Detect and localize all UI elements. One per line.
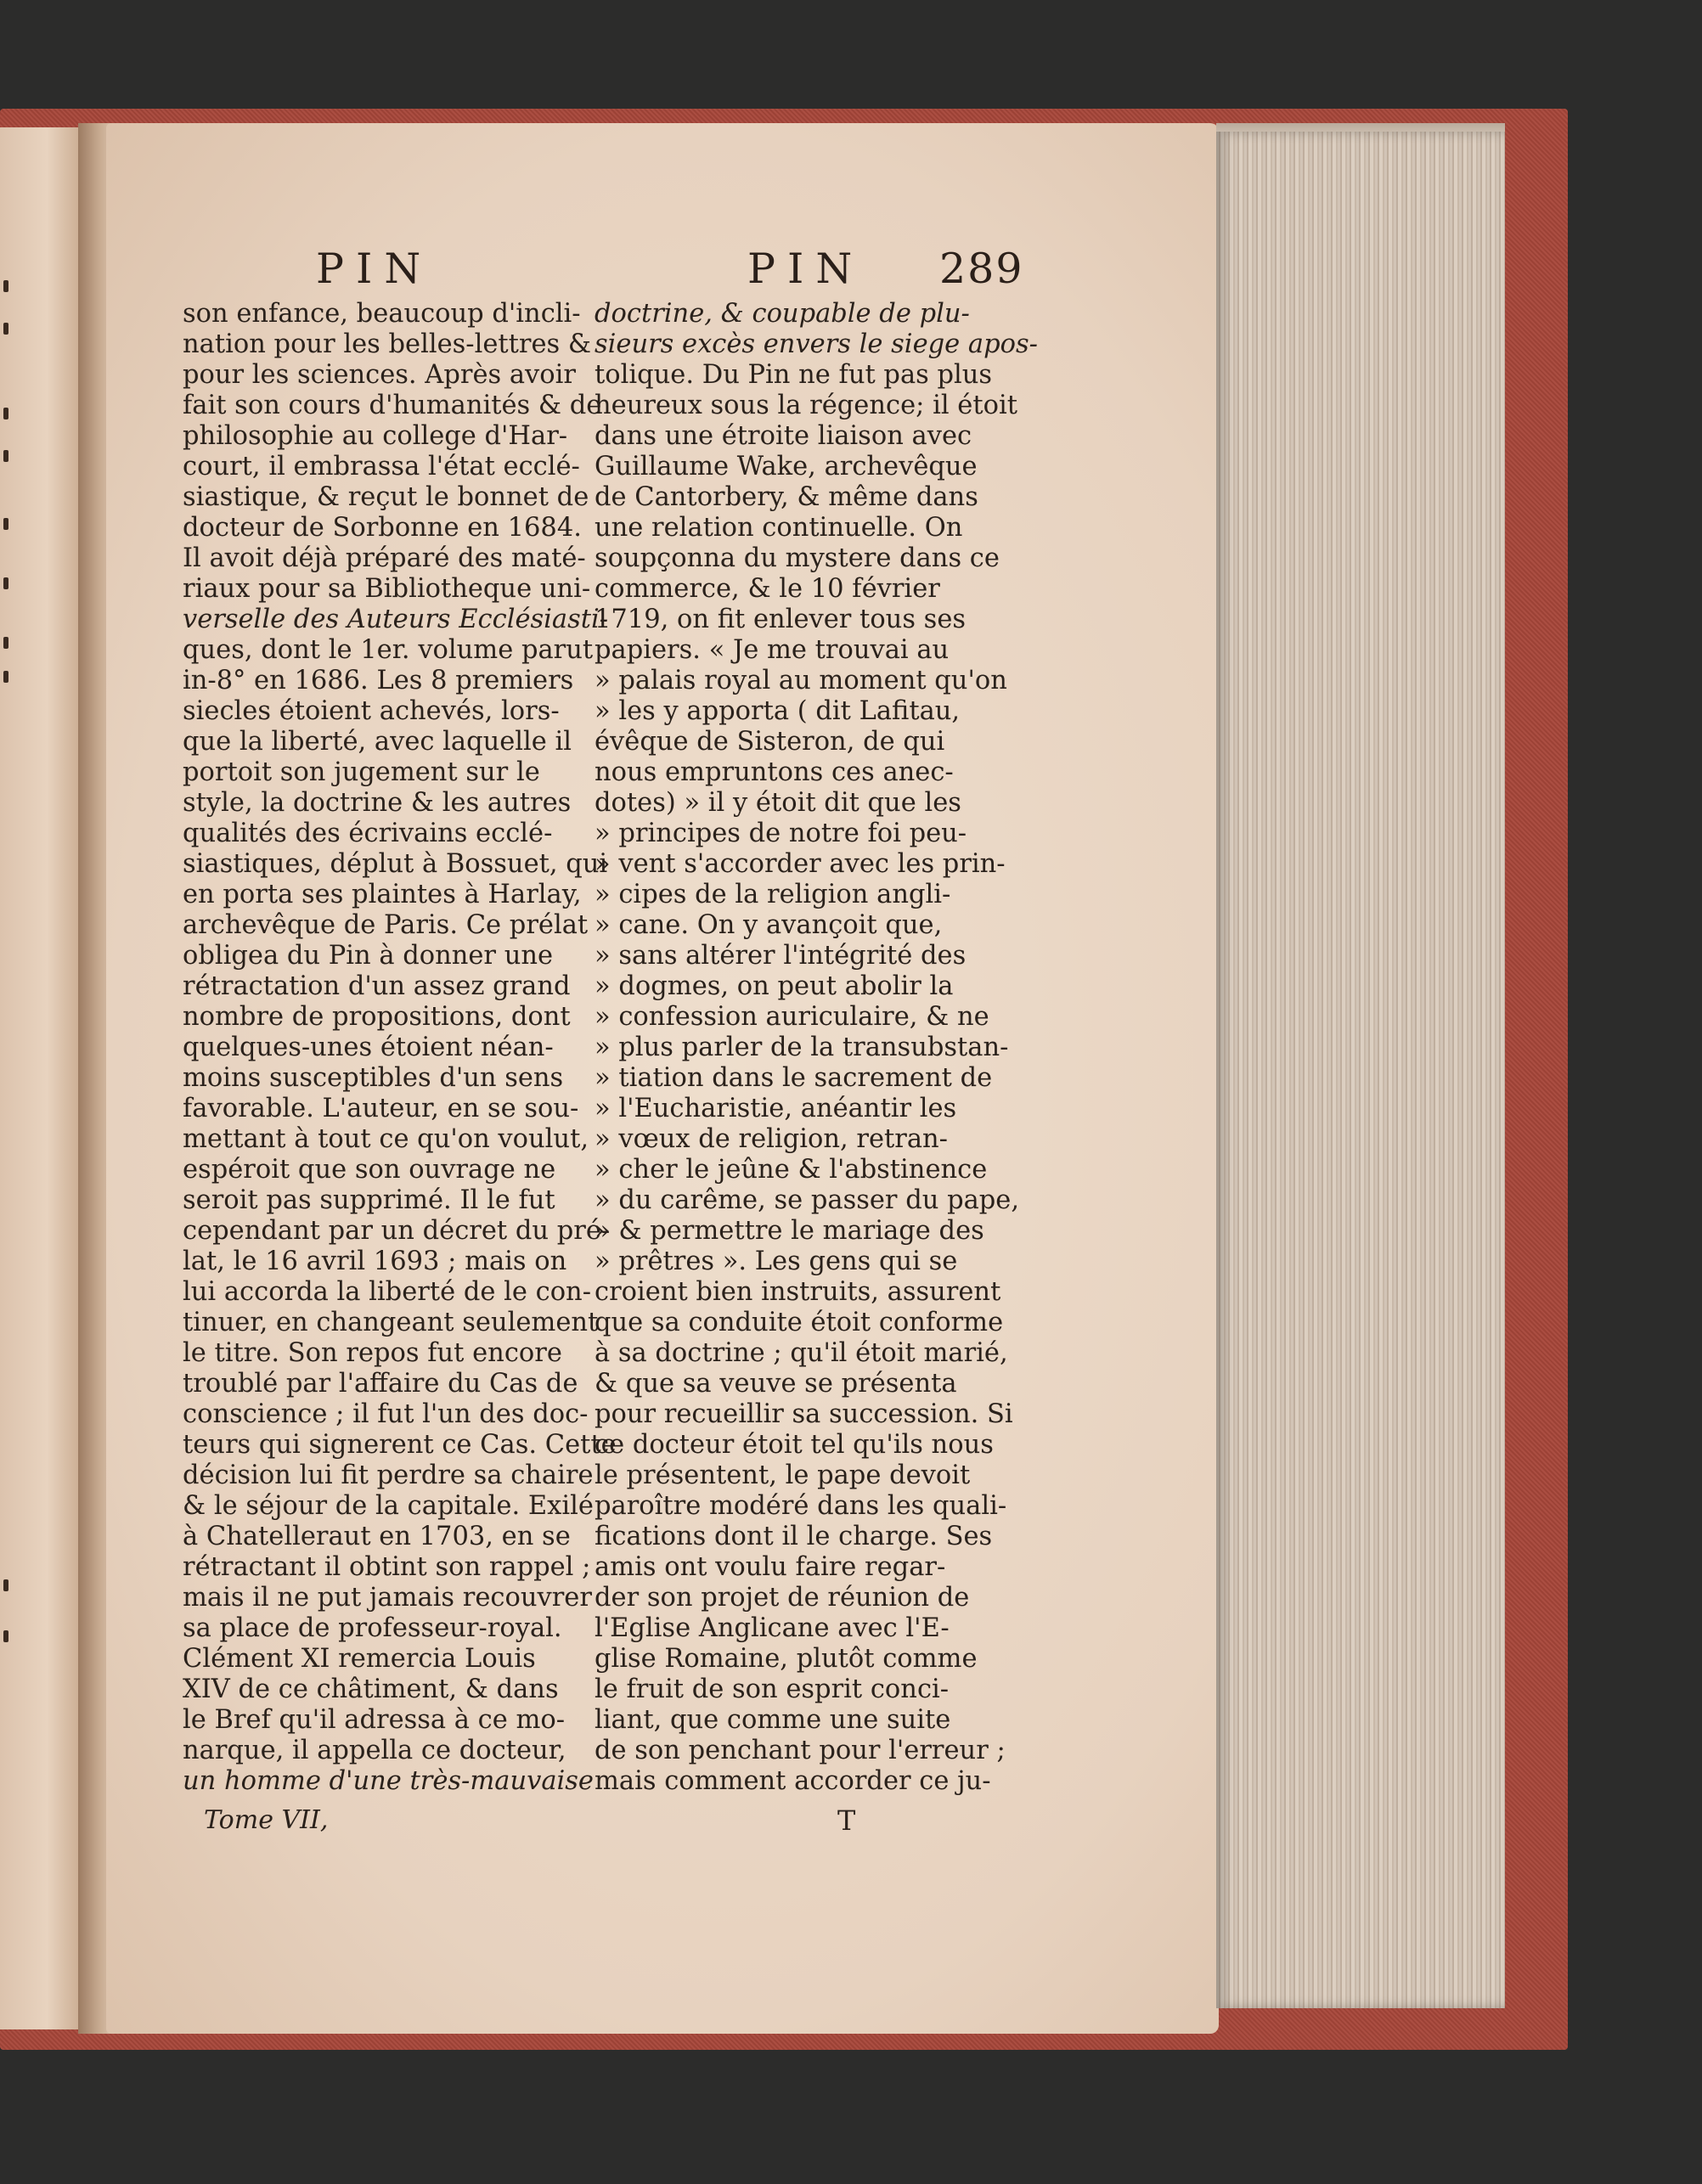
text-line: à Chatelleraut en 1703, en se bbox=[183, 1522, 571, 1551]
text-line: rétractation d'un assez grand bbox=[183, 971, 571, 1001]
text-line: nombre de propositions, dont bbox=[183, 1002, 571, 1032]
text-line: rétractant il obtint son rappel ; bbox=[183, 1552, 591, 1582]
text-line: style, la doctrine & les autres bbox=[183, 788, 572, 818]
text-line: amis ont voulu faire regar- bbox=[595, 1552, 946, 1582]
text-line: de son penchant pour l'erreur ; bbox=[595, 1736, 1006, 1765]
text-line: fait son cours d'humanités & de bbox=[183, 391, 602, 420]
text-line: » palais royal au moment qu'on bbox=[595, 666, 1007, 695]
text-line: mais comment accorder ce ju- bbox=[595, 1766, 991, 1796]
text-line: docteur de Sorbonne en 1684. bbox=[183, 513, 582, 543]
text-line: » plus parler de la transubstan- bbox=[595, 1033, 1009, 1062]
text-line: lui accorda la liberté de le con- bbox=[183, 1277, 592, 1307]
text-line: & le séjour de la capitale. Exilé bbox=[183, 1491, 594, 1521]
text-line: soupçonna du mystere dans ce bbox=[595, 543, 1000, 573]
text-line: » prêtres ». Les gens qui se bbox=[595, 1247, 958, 1276]
text-line: évêque de Sisteron, de qui bbox=[595, 727, 945, 757]
text-line: verselle des Auteurs Ecclésiasti- bbox=[183, 605, 609, 634]
text-line: seroit pas supprimé. Il le fut bbox=[183, 1185, 555, 1215]
text-line: in-8° en 1686. Les 8 premiers bbox=[183, 666, 574, 695]
text-line: que sa conduite étoit conforme bbox=[595, 1308, 1004, 1337]
text-line: paroître modéré dans les quali- bbox=[595, 1491, 1007, 1521]
text-line: à sa doctrine ; qu'il étoit marié, bbox=[595, 1338, 1008, 1368]
text-line: » dogmes, on peut abolir la bbox=[595, 971, 954, 1001]
text-line: ques, dont le 1er. volume parut bbox=[183, 635, 594, 665]
text-line: que la liberté, avec laquelle il bbox=[183, 727, 572, 757]
running-head-right: PIN bbox=[747, 245, 865, 293]
text-line: dotes) » il y étoit dit que les bbox=[595, 788, 961, 818]
text-line: mettant à tout ce qu'on voulut, bbox=[183, 1124, 589, 1154]
text-line: » & permettre le mariage des bbox=[595, 1216, 984, 1246]
text-line: de Cantorbery, & même dans bbox=[595, 482, 978, 512]
text-line: papiers. « Je me trouvai au bbox=[595, 635, 950, 665]
text-line: mais il ne put jamais recouvrer bbox=[183, 1583, 592, 1613]
page-number: 289 bbox=[939, 245, 1024, 293]
text-line: cependant par un décret du pré- bbox=[183, 1216, 611, 1246]
text-line: tolique. Du Pin ne fut pas plus bbox=[595, 360, 993, 390]
text-line: » cher le jeûne & l'abstinence bbox=[595, 1155, 988, 1185]
text-line: Il avoit déjà préparé des maté- bbox=[183, 543, 586, 573]
text-line: siastique, & reçut le bonnet de bbox=[183, 482, 589, 512]
text-line: le présentent, le pape devoit bbox=[595, 1461, 971, 1490]
text-line: le fruit de son esprit conci- bbox=[595, 1675, 950, 1704]
text-line: heureux sous la régence; il étoit bbox=[595, 391, 1017, 420]
text-line: siecles étoient achevés, lors- bbox=[183, 696, 560, 726]
text-line: » vœux de religion, retran- bbox=[595, 1124, 948, 1154]
text-line: doctrine, & coupable de plu- bbox=[595, 299, 970, 329]
text-line: l'Eglise Anglicane avec l'E- bbox=[595, 1613, 950, 1643]
text-column-right bbox=[595, 299, 1038, 1797]
text-line: un homme d'une très-mauvaise bbox=[183, 1766, 594, 1796]
text-line: » vent s'accorder avec les prin- bbox=[595, 849, 1006, 879]
text-line: conscience ; il fut l'un des doc- bbox=[183, 1399, 589, 1429]
text-line: » tiation dans le sacrement de bbox=[595, 1063, 993, 1093]
text-line: » les y apporta ( dit Lafitau, bbox=[595, 696, 961, 726]
signature-mark: T bbox=[837, 1804, 856, 1837]
text-line: une relation continuelle. On bbox=[595, 513, 963, 543]
left-page-edge bbox=[0, 127, 78, 2029]
text-line: riaux pour sa Bibliotheque uni- bbox=[183, 574, 591, 604]
text-line: en porta ses plaintes à Harlay, bbox=[183, 880, 582, 909]
text-line: pour recueillir sa succession. Si bbox=[595, 1399, 1013, 1429]
text-line: quelques-unes étoient néan- bbox=[183, 1033, 554, 1062]
text-line: » confession auriculaire, & ne bbox=[595, 1002, 989, 1032]
volume-footer: Tome VII, bbox=[204, 1805, 329, 1835]
text-line: le Bref qu'il adressa à ce mo- bbox=[183, 1705, 566, 1735]
left-page-text-fragments bbox=[3, 127, 20, 2029]
text-line: sieurs excès envers le siege apos- bbox=[595, 329, 1038, 359]
text-line: croient bien instruits, assurent bbox=[595, 1277, 1001, 1307]
text-line: & que sa veuve se présenta bbox=[595, 1369, 957, 1399]
text-line: teurs qui signerent ce Cas. Cette bbox=[183, 1430, 617, 1460]
text-line: Clément XI remercia Louis bbox=[183, 1644, 536, 1674]
text-line: siastiques, déplut à Bossuet, qui bbox=[183, 849, 608, 879]
text-line: favorable. L'auteur, en se sou- bbox=[183, 1094, 579, 1123]
text-line: troublé par l'affaire du Cas de bbox=[183, 1369, 578, 1399]
text-line: court, il embrassa l'état ecclé- bbox=[183, 452, 580, 481]
text-line: archevêque de Paris. Ce prélat bbox=[183, 910, 589, 940]
text-line: le titre. Son repos fut encore bbox=[183, 1338, 562, 1368]
text-line: dans une étroite liaison avec bbox=[595, 421, 972, 451]
text-line: son enfance, beaucoup d'incli- bbox=[183, 299, 581, 329]
text-line: nation pour les belles-lettres & bbox=[183, 329, 592, 359]
text-line: décision lui fit perdre sa chaire bbox=[183, 1461, 594, 1490]
text-line: der son projet de réunion de bbox=[595, 1583, 970, 1613]
text-line: obligea du Pin à donner une bbox=[183, 941, 554, 971]
text-line: » du carême, se passer du pape, bbox=[595, 1185, 1020, 1215]
text-line: ce docteur étoit tel qu'ils nous bbox=[595, 1430, 994, 1460]
text-line: » principes de notre foi peu- bbox=[595, 819, 967, 848]
page-block-edges bbox=[1216, 132, 1505, 2008]
text-line: XIV de ce châtiment, & dans bbox=[183, 1675, 559, 1704]
text-line: lat, le 16 avril 1693 ; mais on bbox=[183, 1247, 567, 1276]
text-line: » sans altérer l'intégrité des bbox=[595, 941, 967, 971]
running-head-left: PIN bbox=[316, 245, 433, 293]
text-line: pour les sciences. Après avoir bbox=[183, 360, 576, 390]
text-line: espéroit que son ouvrage ne bbox=[183, 1155, 556, 1185]
text-line: glise Romaine, plutôt comme bbox=[595, 1644, 978, 1674]
text-line: commerce, & le 10 février bbox=[595, 574, 940, 604]
text-line: Guillaume Wake, archevêque bbox=[595, 452, 978, 481]
text-line: » l'Eucharistie, anéantir les bbox=[595, 1094, 957, 1123]
text-line: liant, que comme une suite bbox=[595, 1705, 951, 1735]
text-line: tinuer, en changeant seulement bbox=[183, 1308, 599, 1337]
text-line: qualités des écrivains ecclé- bbox=[183, 819, 553, 848]
text-line: portoit son jugement sur le bbox=[183, 757, 540, 787]
text-line: narque, il appella ce docteur, bbox=[183, 1736, 566, 1765]
text-line: philosophie au college d'Har- bbox=[183, 421, 568, 451]
text-line: nous empruntons ces anec- bbox=[595, 757, 954, 787]
text-line: sa place de professeur-royal. bbox=[183, 1613, 562, 1643]
text-column-left bbox=[183, 299, 617, 1797]
text-line: fications dont il le charge. Ses bbox=[595, 1522, 993, 1551]
text-line: » cane. On y avançoit que, bbox=[595, 910, 943, 940]
text-line: 1719, on fit enlever tous ses bbox=[595, 605, 967, 634]
text-line: moins susceptibles d'un sens bbox=[183, 1063, 564, 1093]
text-line: » cipes de la religion angli- bbox=[595, 880, 951, 909]
